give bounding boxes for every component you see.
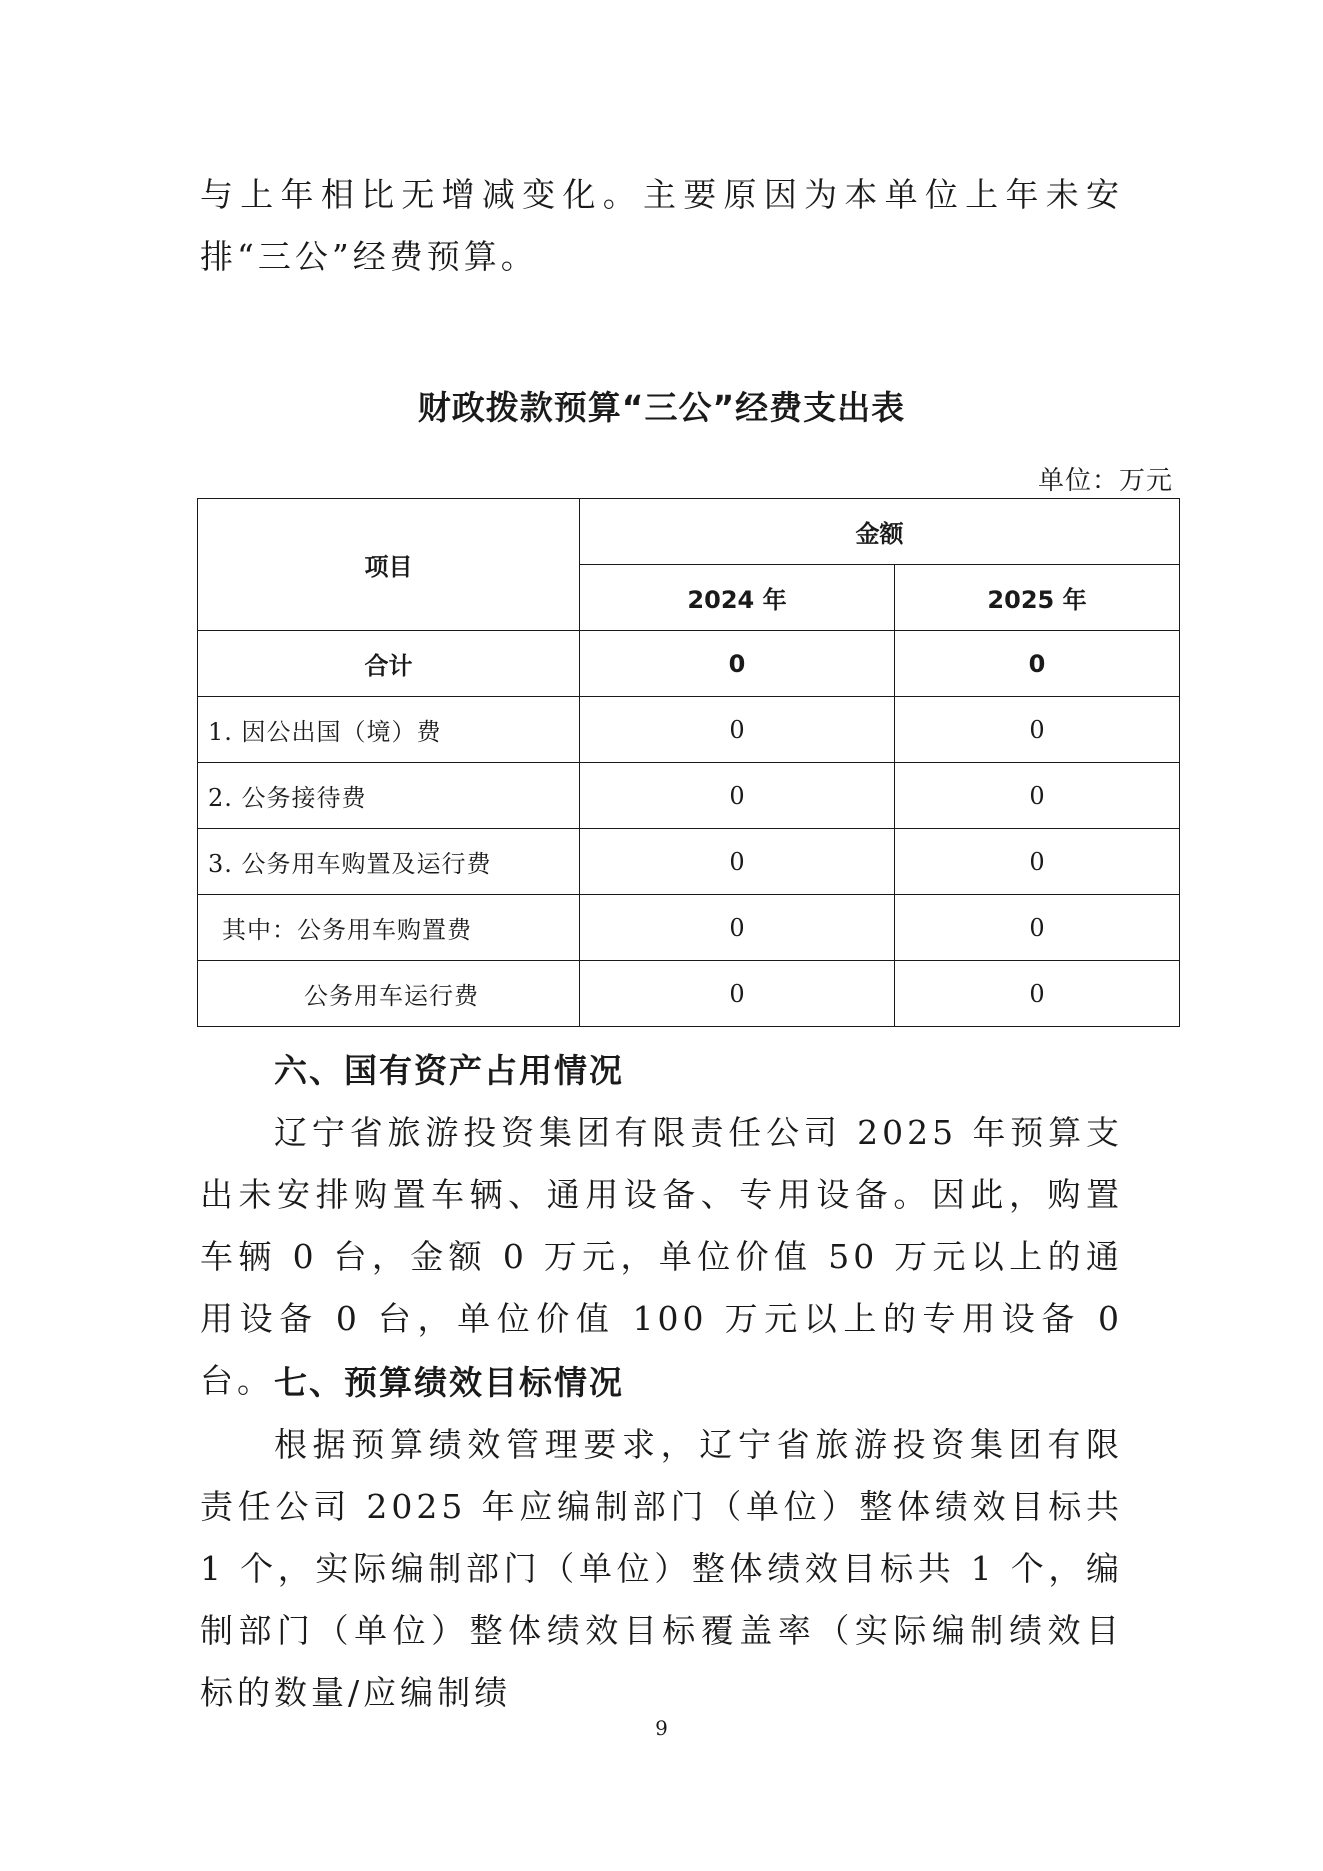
header-year-2025: 2025 年 — [895, 565, 1180, 631]
table-row — [198, 961, 1180, 1027]
header-amount: 金额 — [580, 499, 1180, 565]
header-year-2024: 2024 年 — [580, 565, 895, 631]
value-2024: 0 — [580, 697, 895, 763]
value-2025: 0 — [895, 961, 1180, 1027]
value-2025: 0 — [895, 697, 1180, 763]
value-2025: 0 — [895, 895, 1180, 961]
table-title: 财政拨款预算“三公”经费支出表 — [417, 388, 906, 427]
value-2024: 0 — [580, 763, 895, 829]
section-7-paragraph: 根据预算绩效管理要求，辽宁省旅游投资集团有限责任公司 2025 年应编制部门（单位）整体绩效目标共 1 个，实际编制部门（单位）整体绩效目标共 1 个，编制部门（单位）整体绩效目标覆盖率（实际编制绩效目标的数量/应编制绩 — [200, 1425, 1123, 1712]
page-number: 9 — [655, 1716, 668, 1740]
unit-label: 单位：万元 — [1037, 466, 1173, 496]
table-header-row — [198, 499, 1180, 565]
intro-paragraph: 与上年相比无增减变化。主要原因为本单位上年未安排“三公”经费预算。 — [200, 175, 1123, 276]
row-label: 合计 — [198, 631, 580, 697]
value-2025: 0 — [895, 631, 1180, 697]
section-7-heading: 七、预算绩效目标情况 — [274, 1363, 624, 1402]
section-6-heading: 六、国有资产占用情况 — [274, 1051, 624, 1090]
value-2024: 0 — [580, 829, 895, 895]
value-2024: 0 — [580, 961, 895, 1027]
table-row — [198, 895, 1180, 961]
row-label: 其中：公务用车购置费 — [198, 895, 580, 961]
three-public-expenses-table — [197, 498, 1180, 1027]
table-row — [198, 829, 1180, 895]
value-2024: 0 — [580, 895, 895, 961]
row-label: 公务用车运行费 — [198, 961, 580, 1027]
row-label: 2. 公务接待费 — [198, 763, 580, 829]
header-item: 项目 — [198, 499, 580, 631]
section-6-paragraph: 辽宁省旅游投资集团有限责任公司 2025 年预算支出未安排购置车辆、通用设备、专用设备。因此，购置车辆 0 台，金额 0 万元，单位价值 50 万元以上的通用设备 0 台，单位价值 100 万元以上的专用设备 0 台。 — [200, 1113, 1123, 1400]
table-row — [198, 763, 1180, 829]
table-row-total — [198, 631, 1180, 697]
row-label: 3. 公务用车购置及运行费 — [198, 829, 580, 895]
table-row — [198, 697, 1180, 763]
row-label: 1. 因公出国（境）费 — [198, 697, 580, 763]
value-2025: 0 — [895, 829, 1180, 895]
value-2024: 0 — [580, 631, 895, 697]
value-2025: 0 — [895, 763, 1180, 829]
